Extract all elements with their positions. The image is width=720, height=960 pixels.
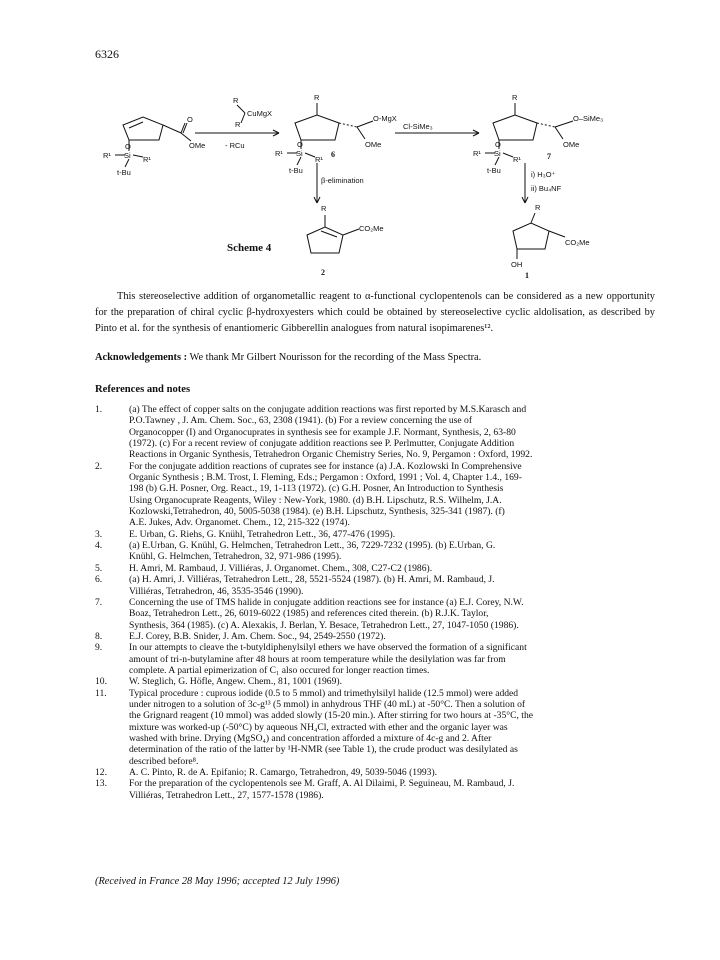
scheme-caption: Scheme 4 bbox=[227, 242, 272, 254]
reference-line: Boaz, Tetrahedron Lett., 26, 6019-6022 (1985) and references cited therein. (b) R.J.K. Taylor, bbox=[129, 608, 489, 620]
scheme-label-cumgx: CuMgX bbox=[247, 109, 273, 118]
reference-line: (a) The effect of copper salts on the conjugate addition reactions was first reported by M.S.Karasch and bbox=[129, 404, 527, 415]
reference-line: P.O.Tawney , J. Am. Chem. Soc., 63, 2308 (1941). (b) For a review concerning the use of bbox=[129, 415, 473, 427]
reference-line: Typical procedure : cuprous iodide (0.5 to 5 mmol) and trimethylsilyl halide (12.5 mmol) were added bbox=[129, 687, 519, 699]
reference-number: 12. bbox=[95, 767, 107, 778]
reference-number: 6. bbox=[95, 574, 103, 586]
reaction-scheme bbox=[95, 85, 655, 280]
scheme-label-r-b: R bbox=[314, 93, 320, 102]
reference-item bbox=[95, 676, 655, 687]
scheme-label-oh: OH bbox=[511, 260, 523, 269]
scheme-label-r1-a2: R¹ bbox=[143, 155, 151, 164]
reference-number: 9. bbox=[95, 642, 103, 654]
ack-text: We thank Mr Gilbert Nourisson for the recording of the Mass Spectra. bbox=[189, 352, 482, 363]
scheme-drawing bbox=[95, 85, 655, 280]
compound-number-6: 6 bbox=[331, 150, 335, 159]
reference-number: 2. bbox=[95, 460, 103, 472]
scheme-label-si-b: Si bbox=[296, 149, 303, 158]
scheme-label-r-c: R bbox=[512, 93, 518, 102]
reference-line: Kozlowski,Tetrahedron, 40, 5005-5038 (1984). (e) B.H. Lipschutz, Synthesis, 325-341 (1987). (f) bbox=[129, 506, 505, 518]
scheme-label-omgx: O-MgX bbox=[373, 114, 397, 123]
reference-item bbox=[95, 529, 655, 540]
reference-line: (1972). (c) For a recent review of conjugate addition reactions see P. Perlmutter, Conjugate Addition bbox=[129, 438, 515, 450]
reference-line: under nitrogen to a solution of 3c-g¹³ (5 mmol) in anhydrous THF (40 mL) at -50°C. Then a solution of bbox=[129, 698, 526, 710]
scheme-label-r1-c: R¹ bbox=[473, 149, 481, 158]
references-list bbox=[95, 404, 655, 801]
scheme-label-beta-elimination: β-elimination bbox=[321, 176, 364, 185]
scheme-label-r1-a: R¹ bbox=[103, 151, 111, 160]
reference-line: described before⁸. bbox=[129, 755, 199, 767]
reference-line: (a) H. Amri, J. Villiéras, Tetrahedron Lett., 28, 5521-5524 (1987). (b) H. Amri, M. Rambaud, J. bbox=[129, 574, 495, 586]
compound-number-2: 2 bbox=[321, 268, 325, 277]
reference-text bbox=[129, 540, 655, 563]
reference-text bbox=[129, 529, 655, 540]
reference-line: In our attempts to cleave the t-butyldiphenylsilyl ethers we have observed the formation of a significant bbox=[129, 642, 527, 654]
reference-item bbox=[95, 597, 655, 631]
reference-line: A.E. Jukes, Adv. Organomet. Chem., 12, 215-322 (1974). bbox=[129, 517, 350, 529]
scheme-label-r-2: R bbox=[321, 204, 327, 213]
scheme-label-co2me-1: CO₂Me bbox=[565, 238, 590, 247]
scheme-label-bu4nf: ii) Bu₄NF bbox=[531, 184, 562, 193]
scheme-label-tbu-b: t-Bu bbox=[289, 166, 303, 175]
reference-item bbox=[95, 631, 655, 642]
scheme-label-ome-b: OMe bbox=[365, 140, 382, 149]
reference-text bbox=[129, 574, 655, 597]
reference-line: For the preparation of the cyclopentenols see M. Graff, A. Al Dilaimi, P. Seguineau, M. Rambaud, J. bbox=[129, 778, 515, 790]
scheme-label-ome-c: OMe bbox=[563, 140, 580, 149]
reference-item bbox=[95, 778, 655, 801]
scheme-label-tbu-a: t-Bu bbox=[117, 168, 131, 177]
reference-number: 10. bbox=[95, 676, 107, 688]
scheme-label-r1-b: R¹ bbox=[275, 149, 283, 158]
reference-line: Knühl, G. Helmchen, Tetrahedron, 32, 971-986 (1995). bbox=[129, 551, 342, 563]
reference-line: Synthesis, 364 (1985). (c) A. Alexakis, J. Berlan, Y. Besace, Tetrahedron Lett., 27, 1047-1050 (1986). bbox=[129, 619, 519, 631]
scheme-label-o-c: O bbox=[495, 140, 501, 149]
reference-line: (a) E.Urban, G. Knühl, G. Helmchen, Tetrahedron Lett., 36, 7229-7232 (1995). (b) E.Urban, G. bbox=[129, 540, 496, 552]
reference-number: 11. bbox=[95, 687, 107, 699]
reference-line: Concerning the use of TMS halide in conjugate addition reactions see for instance (a) E.J. Corey, N.W. bbox=[129, 596, 524, 608]
acknowledgements bbox=[95, 350, 655, 366]
reference-text bbox=[129, 404, 655, 461]
body-paragraph bbox=[95, 289, 655, 338]
scheme-label-rcu: - RCu bbox=[225, 141, 245, 150]
reference-line: Using Organocuprate Reagents, Wiley : New-York, 1980. (d) B.H. Lipschutz, R.S. Wilhelm, J.A. bbox=[129, 494, 502, 506]
reference-line: the Grignard reagent (10 mmol) was added slowly (15-20 min.). After stirring for two hours at -35°C, the bbox=[129, 710, 534, 722]
reference-number: 4. bbox=[95, 540, 103, 552]
reference-text bbox=[129, 597, 655, 631]
compound-number-1: 1 bbox=[525, 271, 529, 280]
reference-item bbox=[95, 540, 655, 563]
reference-item bbox=[95, 404, 655, 461]
scheme-label-r-reagent: R bbox=[233, 96, 239, 105]
scheme-label-r1-b2: R¹ bbox=[315, 155, 323, 164]
scheme-label-r-1: R bbox=[535, 203, 541, 212]
scheme-label-si-a: Si bbox=[124, 151, 131, 160]
reference-number: 1. bbox=[95, 404, 103, 415]
page-number: 6326 bbox=[95, 47, 119, 61]
reference-line: Reactions in Organic Synthesis, Tetrahedron Organic Chemistry Series, No. 9, Pergamon : Oxford, 1992. bbox=[129, 449, 533, 461]
reference-line: mixture was worked-up (-50°C) by aqueous NH₄Cl, extracted with ether and the organic layer was bbox=[129, 721, 508, 733]
reference-line: amount of tri-n-butylamine after 48 hours at room temperature while the desilylation was far from bbox=[129, 653, 506, 665]
reference-text bbox=[129, 642, 655, 676]
reference-item bbox=[95, 688, 655, 767]
reference-line: A. C. Pinto, R. de A. Epifanio; R. Camargo, Tetrahedron, 49, 5039-5046 (1993). bbox=[129, 767, 438, 778]
scheme-label-o-a: O bbox=[187, 115, 193, 124]
scheme-label-h3o: i) H₃O⁺ bbox=[531, 170, 556, 179]
reference-number: 5. bbox=[95, 562, 103, 574]
reference-text bbox=[129, 688, 655, 767]
reference-item bbox=[95, 563, 655, 574]
scheme-label-o-b: O bbox=[297, 140, 303, 149]
references-heading: References and notes bbox=[95, 384, 191, 395]
reference-line: W. Steglich, G. Höfle, Angew. Chem., 81, 1001 (1969). bbox=[129, 676, 342, 688]
scheme-label-tbu-c: t-Bu bbox=[487, 166, 501, 175]
reference-line: Villiéras, Tetrahedron Lett., 27, 1577-1578 (1986). bbox=[129, 789, 324, 801]
reference-line: H. Amri, M. Rambaud, J. Villiéras, J. Organomet. Chem., 308, C27-C2 (1986). bbox=[129, 562, 433, 574]
reference-number: 7. bbox=[95, 596, 103, 608]
reference-line: Organic Synthesis ; B.M. Trost, I. Fleming, Eds.; Pergamon : Oxford, 1991 ; Vol. 4, Chapter 1.4., 169- bbox=[129, 472, 522, 484]
received-line: (Received in France 28 May 1996; accepted 12 July 1996) bbox=[95, 876, 340, 887]
reference-number: 13. bbox=[95, 778, 107, 790]
reference-line: Organocopper (I) and Organocuprates in synthesis see for example J.F. Normant, Synthesis, 2, 63-80 bbox=[129, 426, 516, 438]
reference-line: E. Urban, G. Riehs, G. Knühl, Tetrahedron Lett., 36, 477-476 (1995). bbox=[129, 528, 396, 540]
reference-line: determination of the ratio of the latter by ¹H-NMR (see Table 1), the crude product was desilylated as bbox=[129, 744, 518, 756]
reference-line: E.J. Corey, B.B. Snider, J. Am. Chem. Soc., 94, 2549-2550 (1972). bbox=[129, 630, 386, 642]
reference-item bbox=[95, 642, 655, 676]
reference-line: 198 (b) G.H. Posner, Org. React., 19, 1-113 (1972). (c) G.H. Posner, An Introduction to Synthesis bbox=[129, 483, 504, 495]
reference-line: For the conjugate addition reactions of cuprates see for instance (a) J.A. Kozlowski In Comprehensive bbox=[129, 460, 522, 472]
scheme-label-o-a2: O bbox=[125, 142, 131, 151]
paragraph-text: This stereoselective addition of organometallic reagent to α-functional cyclopentenols can be considered as a new opportunity for the preparation of chiral cyclic β-hydroxyesters which could be obtained by stereoselective cyclic aldolisation, as described by Pinto et al. for the synthesis of enantiomeric Gibberellin analogues from natural isopimarenes¹². bbox=[95, 291, 655, 335]
reference-line: washed with brine. Drying (MgSO₄) and concentration afforded a mixture of 4c-g and 2. After bbox=[129, 732, 492, 744]
reference-text bbox=[129, 676, 655, 687]
reference-number: 8. bbox=[95, 630, 103, 642]
reference-text bbox=[129, 767, 655, 778]
reference-line: complete. A partial epimerization of C₁ also occured for longer reaction times. bbox=[129, 664, 430, 676]
reference-text bbox=[129, 563, 655, 574]
ack-label: Acknowledgements : bbox=[95, 352, 188, 363]
scheme-label-co2me-2: CO₂Me bbox=[359, 224, 384, 233]
reference-number: 3. bbox=[95, 528, 103, 540]
reference-text bbox=[129, 778, 655, 801]
reference-item bbox=[95, 767, 655, 778]
scheme-label-osime3: O–SiMe₃ bbox=[573, 114, 604, 123]
reference-text bbox=[129, 461, 655, 529]
reference-line: Villiéras, Tetrahedron, 46, 3535-3546 (1990). bbox=[129, 585, 304, 597]
reference-item bbox=[95, 461, 655, 529]
scheme-label-ome-a: OMe bbox=[189, 141, 206, 150]
reference-text bbox=[129, 631, 655, 642]
compound-number-7: 7 bbox=[547, 152, 551, 161]
scheme-label-si-c: Si bbox=[494, 149, 501, 158]
scheme-label-clsime3: Cl-SiMe₃ bbox=[403, 122, 433, 131]
reference-item bbox=[95, 574, 655, 597]
scheme-label-r-reagent-2: R bbox=[235, 120, 241, 129]
scheme-label-r1-c2: R¹ bbox=[513, 155, 521, 164]
